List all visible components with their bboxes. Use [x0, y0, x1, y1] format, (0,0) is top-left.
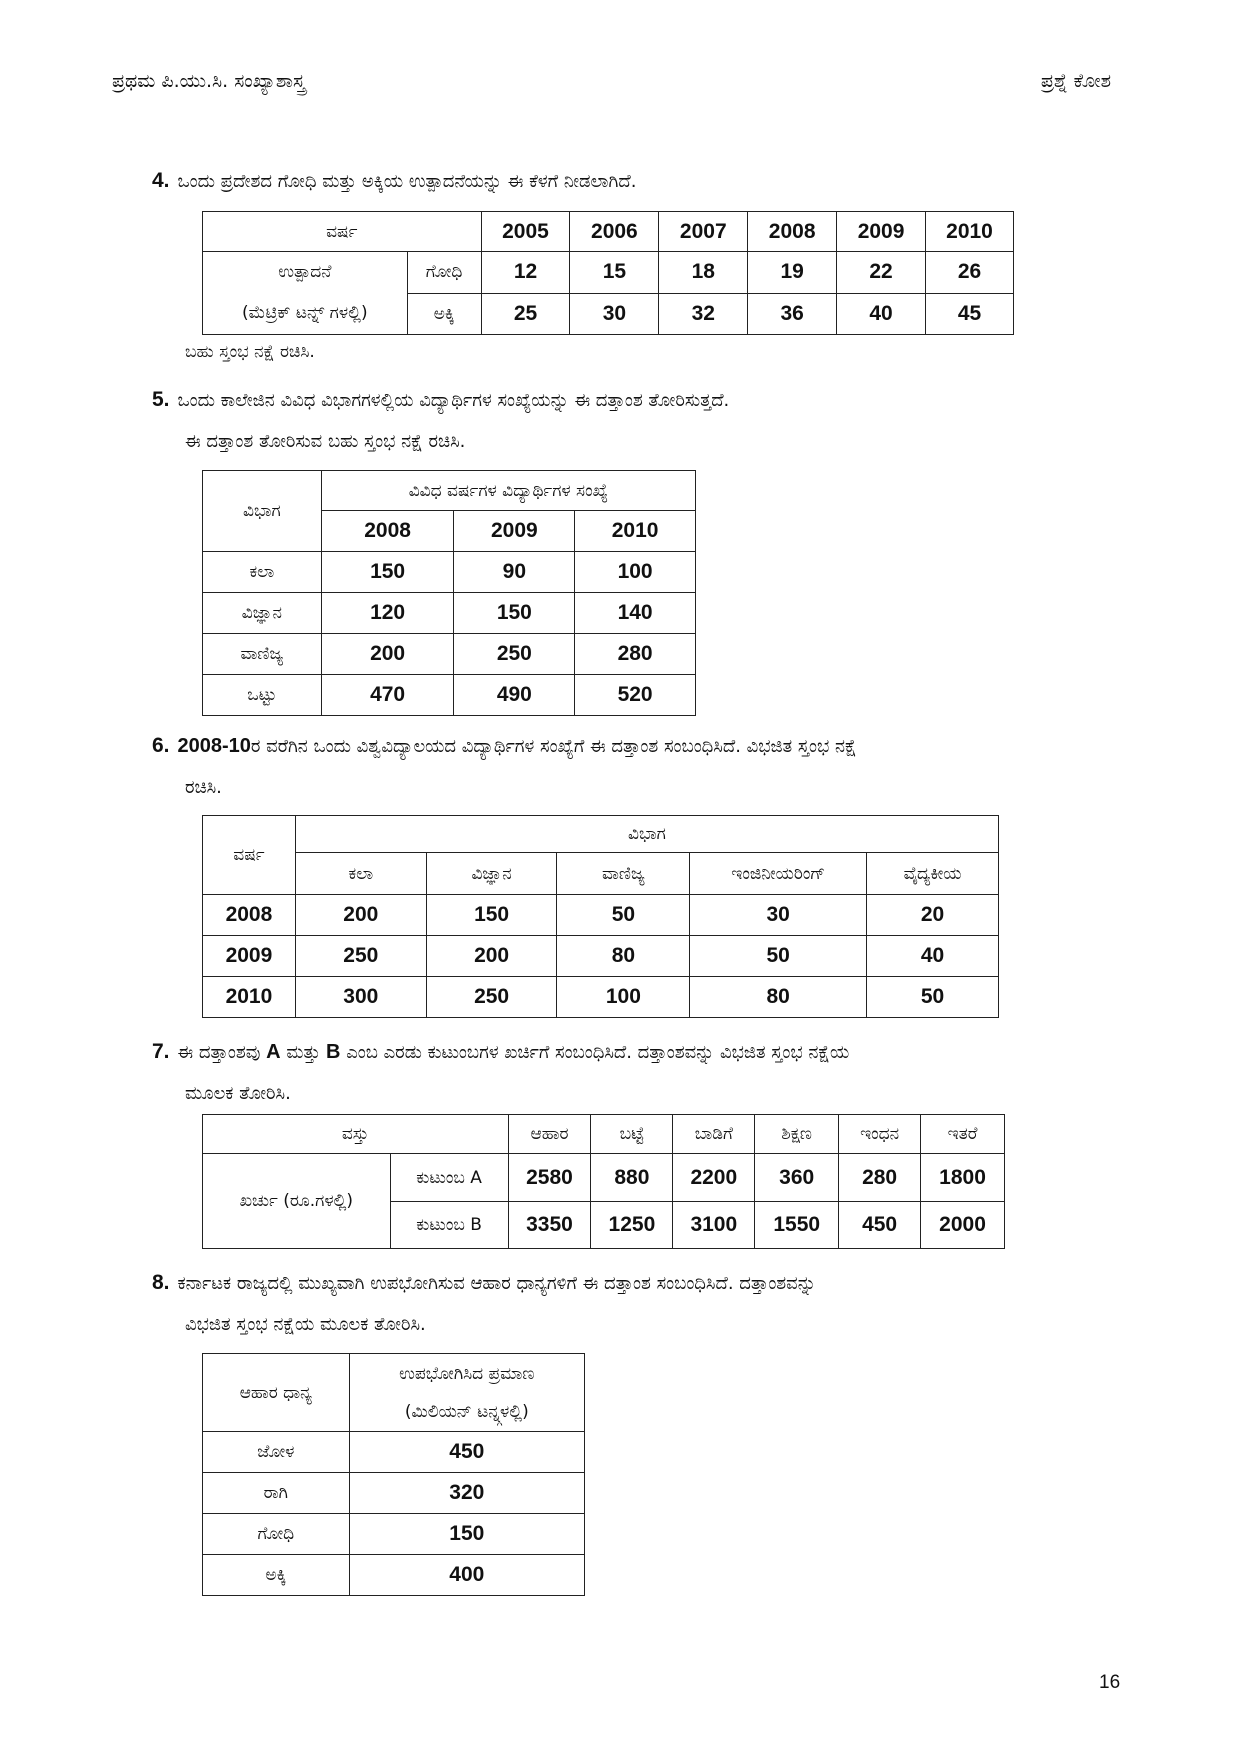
value-cell: 26 — [926, 252, 1014, 294]
header-section: ಪ್ರಶ್ನೆ ಕೋಶ — [1040, 70, 1111, 92]
value-cell: 3100 — [673, 1202, 755, 1249]
value-cell: 90 — [454, 552, 575, 593]
value-cell: 30 — [690, 895, 867, 936]
question-number: 5. — [152, 388, 170, 411]
value-cell: 250 — [426, 977, 557, 1018]
q8-grain-table — [202, 1353, 585, 1596]
grain-name: ಜೋಳ — [203, 1432, 350, 1473]
question-5 — [152, 379, 1128, 462]
value-cell: 250 — [454, 634, 575, 675]
column-header: ಇತರೆ — [921, 1115, 1005, 1154]
question-text-line2: ರಚಿಸಿ. — [185, 777, 222, 798]
value-cell: 250 — [295, 936, 426, 977]
value-cell: 2000 — [921, 1202, 1005, 1249]
value-cell: 50 — [690, 936, 867, 977]
year-cell: 2006 — [570, 212, 659, 252]
amount-header-line1: ಉಪಭೋಗಿಸಿದ ಪ್ರಮಾಣ — [399, 1363, 535, 1384]
question-text-line1: ರ ವರೆಗಿನ ಒಂದು ವಿಶ್ವವಿದ್ಯಾಲಯದ ವಿದ್ಯಾರ್ಥಿಗಳ ಸಂಖ್ಯೆಗೆ ಈ ದತ್ತಾಂಶ ಸಂಬಂಧಿಸಿದೆ. ವಿಭಜಿತ ಸ್ತಂಭ ನಕ್ಷೆ — [250, 736, 857, 757]
value-cell: 100 — [575, 552, 696, 593]
family-word: ಕುಟುಂಬ — [416, 1167, 465, 1188]
year-header: ವರ್ಷ — [203, 212, 482, 252]
value-cell: 19 — [748, 252, 837, 294]
amount-header — [349, 1354, 584, 1432]
value-cell: 200 — [426, 936, 557, 977]
value-cell: 30 — [570, 293, 659, 335]
value-cell: 2200 — [673, 1154, 755, 1202]
grain-name: ಅಕ್ಕಿ — [203, 1555, 350, 1596]
question-text-part2: ಮತ್ತು — [286, 1042, 321, 1063]
item-header: ವಸ್ತು — [203, 1115, 509, 1154]
value-cell: 450 — [349, 1432, 584, 1473]
question-text-line2: ವಿಭಜಿತ ಸ್ತಂಭ ನಕ್ಷೆಯ ಮೂಲಕ ತೋರಿಸಿ. — [185, 1314, 426, 1335]
dept-name: ವಾಣಿಜ್ಯ — [203, 634, 322, 675]
value-cell: 320 — [349, 1473, 584, 1514]
value-cell: 50 — [557, 895, 690, 936]
value-cell: 400 — [349, 1555, 584, 1596]
family-label — [390, 1154, 508, 1202]
column-header: ಆಹಾರ — [508, 1115, 591, 1154]
grain-header: ಆಹಾರ ಧಾನ್ಯ — [203, 1354, 350, 1432]
group-header: ವಿಭಾಗ — [295, 816, 998, 853]
value-cell: 200 — [295, 895, 426, 936]
value-cell: 40 — [837, 293, 926, 335]
crop-label: ಅಕ್ಕಿ — [407, 293, 481, 335]
value-cell: 150 — [454, 593, 575, 634]
grain-name: ರಾಗಿ — [203, 1473, 350, 1514]
question-number: 7. — [152, 1040, 170, 1063]
question-text-line1: ಕರ್ನಾಟಕ ರಾಜ್ಯದಲ್ಲಿ ಮುಖ್ಯವಾಗಿ ಉಪಭೋಗಿಸುವ ಆಹಾರ ಧಾನ್ಯಗಳಿಗೆ ಈ ದತ್ತಾಂಶ ಸಂಬಂಧಿಸಿದೆ. ದತ್ತಾಂಶವನ್ನು — [177, 1273, 816, 1294]
question-4 — [152, 160, 1128, 202]
value-cell: 40 — [867, 936, 999, 977]
family-a-letter: A — [266, 1041, 281, 1063]
value-cell: 1800 — [921, 1154, 1005, 1202]
value-cell: 140 — [575, 593, 696, 634]
page-number: 16 — [1099, 1672, 1121, 1693]
question-6 — [152, 725, 1128, 808]
question-text-line2: ಈ ದತ್ತಾಂಶ ತೋರಿಸುವ ಬಹು ಸ್ತಂಭ ನಕ್ಷೆ ರಚಿಸಿ. — [185, 431, 466, 452]
year-cell: 2008 — [748, 212, 837, 252]
value-cell: 450 — [839, 1202, 921, 1249]
column-header: ವೈದ್ಯಕೀಯ — [867, 853, 999, 895]
value-cell: 80 — [690, 977, 867, 1018]
value-cell: 150 — [426, 895, 557, 936]
value-cell: 150 — [349, 1514, 584, 1555]
q7-expense-table — [202, 1114, 1005, 1249]
column-header: ಶಿಕ್ಷಣ — [755, 1115, 839, 1154]
amount-header-line2: (ಮಿಲಿಯನ್ ಟನ್ನ್ಗಳಲ್ಲಿ) — [404, 1401, 529, 1422]
dept-name: ಒಟ್ಟು — [203, 675, 322, 716]
value-cell: 18 — [659, 252, 748, 294]
value-cell: 360 — [755, 1154, 839, 1202]
value-cell: 300 — [295, 977, 426, 1018]
year-cell: 2009 — [454, 511, 575, 552]
production-label — [203, 252, 408, 335]
value-cell: 280 — [575, 634, 696, 675]
q5-students-table — [202, 470, 696, 716]
column-header: ಕಲಾ — [295, 853, 426, 895]
value-cell: 120 — [321, 593, 454, 634]
value-cell: 3350 — [508, 1202, 591, 1249]
family-b-letter: B — [326, 1041, 341, 1063]
column-header: ವಿಜ್ಞಾನ — [426, 853, 557, 895]
question-number: 8. — [152, 1271, 170, 1294]
year-header: ವರ್ಷ — [203, 816, 296, 895]
q4-instruction: ಬಹು ಸ್ತಂಭ ನಕ್ಷೆ ರಚಿಸಿ. — [185, 342, 315, 362]
value-cell: 22 — [837, 252, 926, 294]
value-cell: 200 — [321, 634, 454, 675]
value-cell: 25 — [481, 293, 570, 335]
question-7 — [152, 1031, 1128, 1114]
year-cell: 2009 — [837, 212, 926, 252]
year-cell: 2007 — [659, 212, 748, 252]
question-text-part3: ಎಂಬ ಎರಡು ಕುಟುಂಬಗಳ ಖರ್ಚಿಗೆ ಸಂಬಂಧಿಸಿದೆ. ದತ್ತಾಂಶವನ್ನು ವಿಭಜಿತ ಸ್ತಂಭ ನಕ್ಷೆಯ — [346, 1042, 850, 1063]
question-text-line2: ಮೂಲಕ ತೋರಿಸಿ. — [185, 1083, 291, 1104]
question-text-line1: ಒಂದು ಕಾಲೇಜಿನ ವಿವಿಧ ವಿಭಾಗಗಳಲ್ಲಿಯ ವಿದ್ಯಾರ್ಥಿಗಳ ಸಂಖ್ಯೆಯನ್ನು ಈ ದತ್ತಾಂಶ ತೋರಿಸುತ್ತದೆ. — [177, 390, 730, 411]
year-cell: 2010 — [575, 511, 696, 552]
value-cell: 1250 — [591, 1202, 673, 1249]
year-cell: 2010 — [203, 977, 296, 1018]
q4-production-table — [202, 211, 1014, 335]
value-cell: 20 — [867, 895, 999, 936]
value-cell: 15 — [570, 252, 659, 294]
q6-university-table — [202, 815, 999, 1018]
family-word: ಕುಟುಂಬ — [416, 1215, 465, 1235]
value-cell: 150 — [321, 552, 454, 593]
column-header: ಬಾಡಿಗೆ — [673, 1115, 755, 1154]
value-cell: 520 — [575, 675, 696, 716]
year-cell: 2005 — [481, 212, 570, 252]
expense-label: ಖರ್ಚು (ರೂ.ಗಳಲ್ಲಿ) — [203, 1154, 391, 1249]
question-number: 6. — [152, 734, 170, 757]
family-label — [390, 1202, 508, 1249]
value-cell: 2580 — [508, 1154, 591, 1202]
value-cell: 12 — [481, 252, 570, 294]
column-header: ವಾಣಿಜ್ಯ — [557, 853, 690, 895]
dept-name: ವಿಜ್ಞಾನ — [203, 593, 322, 634]
value-cell: 80 — [557, 936, 690, 977]
value-cell: 880 — [591, 1154, 673, 1202]
value-cell: 100 — [557, 977, 690, 1018]
production-label-line2: (ಮೆಟ್ರಿಕ್ ಟನ್ನ್ ಗಳಲ್ಲಿ) — [242, 303, 368, 323]
year-cell: 2008 — [203, 895, 296, 936]
column-header: ಇಂಜಿನೀಯರಿಂಗ್ — [690, 853, 867, 895]
dept-name: ಕಲಾ — [203, 552, 322, 593]
value-cell: 490 — [454, 675, 575, 716]
value-cell: 280 — [839, 1154, 921, 1202]
year-cell: 2008 — [321, 511, 454, 552]
family-letter: B — [470, 1215, 482, 1235]
question-text-part1: ಈ ದತ್ತಾಂಶವು — [177, 1042, 261, 1063]
year-cell: 2009 — [203, 936, 296, 977]
value-cell: 32 — [659, 293, 748, 335]
grain-name: ಗೋಧಿ — [203, 1514, 350, 1555]
crop-label: ಗೋಧಿ — [407, 252, 481, 294]
dept-header: ವಿಭಾಗ — [203, 471, 322, 552]
header-subject: ಪ್ರಥಮ ಪಿ.ಯು.ಸಿ. ಸಂಖ್ಯಾಶಾಸ್ತ್ರ — [112, 70, 306, 92]
value-cell: 1550 — [755, 1202, 839, 1249]
question-text: ಒಂದು ಪ್ರದೇಶದ ಗೋಧಿ ಮತ್ತು ಅಕ್ಕಿಯ ಉತ್ಪಾದನೆಯನ್ನು ಈ ಕೆಳಗೆ ನೀಡಲಾಗಿದೆ. — [177, 171, 637, 192]
year-cell: 2010 — [926, 212, 1014, 252]
value-cell: 50 — [867, 977, 999, 1018]
column-header: ಇಂಧನ — [839, 1115, 921, 1154]
production-label-line1: ಉತ್ಪಾದನೆ — [278, 262, 332, 282]
year-range: 2008-10 — [177, 735, 251, 757]
column-header: ಬಟ್ಟೆ — [591, 1115, 673, 1154]
family-letter: A — [470, 1167, 482, 1188]
question-number: 4. — [152, 169, 170, 192]
group-header: ವಿವಿಧ ವರ್ಷಗಳ ವಿದ್ಯಾರ್ಥಿಗಳ ಸಂಖ್ಯೆ — [321, 471, 695, 511]
value-cell: 470 — [321, 675, 454, 716]
question-8 — [152, 1262, 1128, 1345]
value-cell: 45 — [926, 293, 1014, 335]
value-cell: 36 — [748, 293, 837, 335]
